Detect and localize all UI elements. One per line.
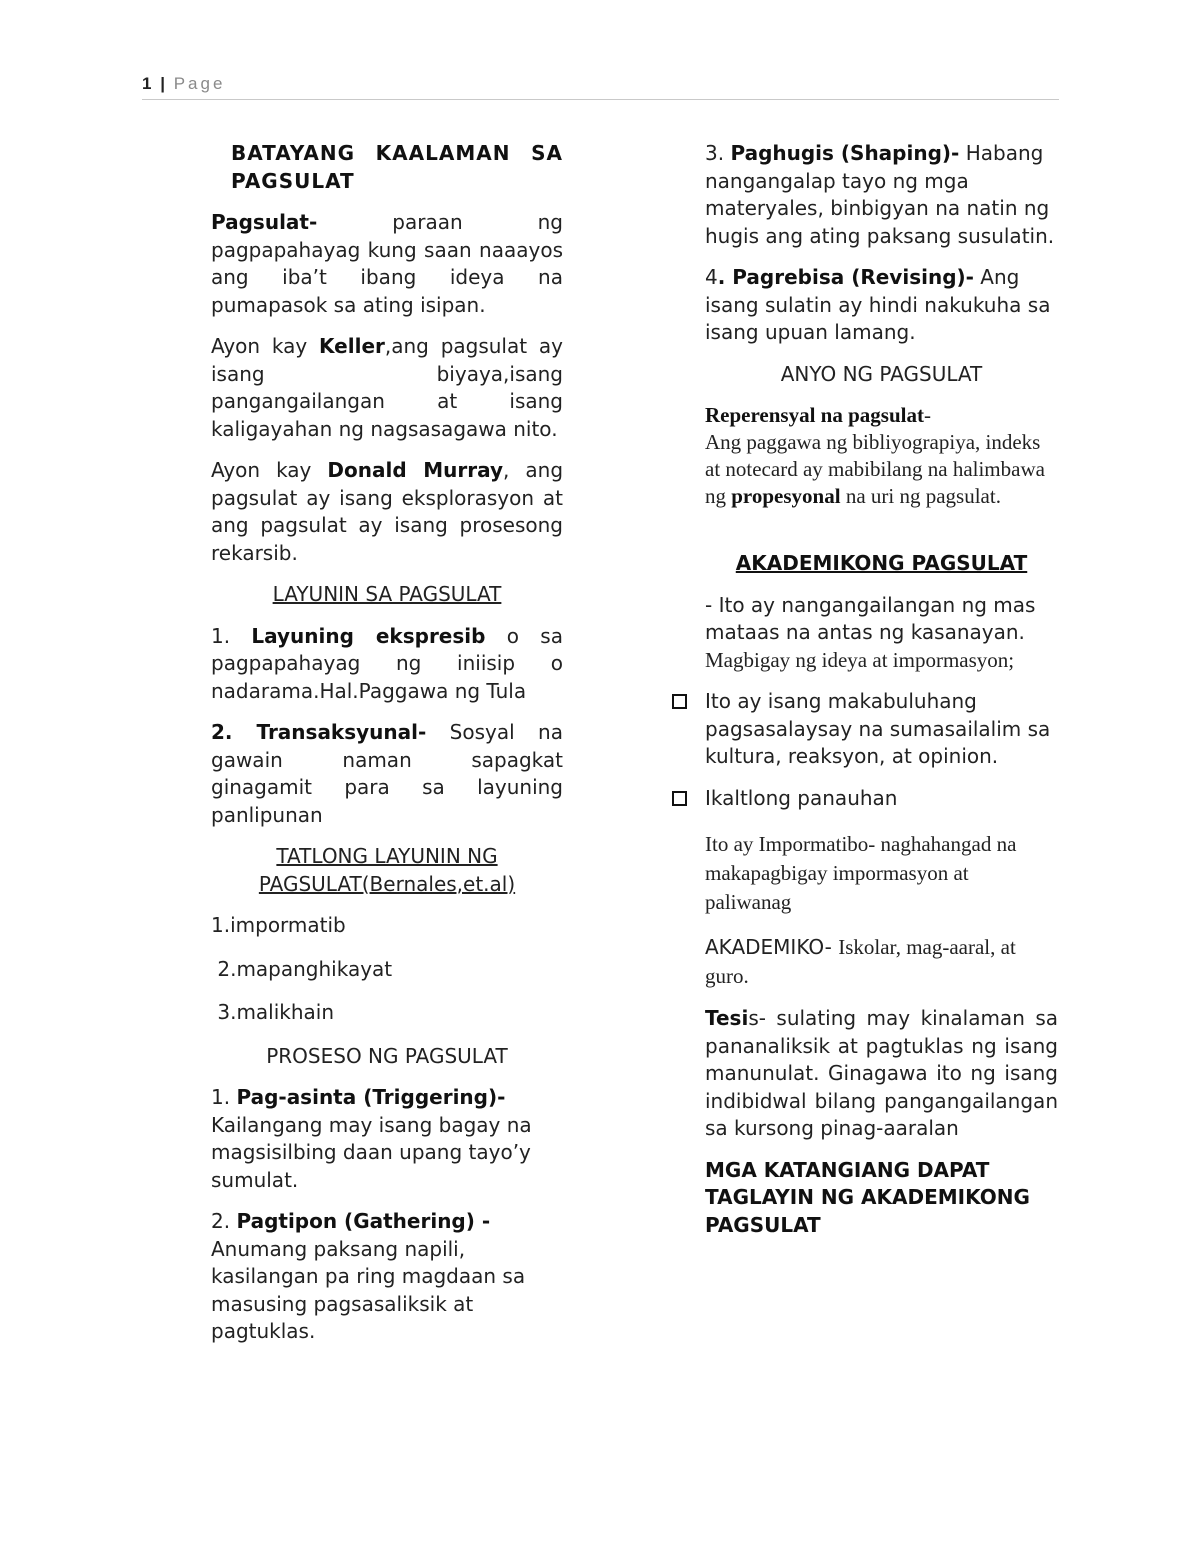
- bullet-item-1: Ito ay isang makabuluhang pagsasalaysay na sumasailalim sa kultura, reaksyon, at opinion.: [705, 688, 1058, 771]
- tatlong-layunin-heading: TATLONG LAYUNIN NG PAGSULAT(Bernales,et.al): [258, 844, 516, 896]
- layunin-heading: LAYUNIN SA PAGSULAT: [272, 582, 502, 606]
- tatlong-item-3: 3.malikhain: [211, 1000, 335, 1024]
- murray-paragraph: Ayon kay Donald Murray, ang pagsulat ay isang eksplorasyon at ang pagsulat ay isang prosesong rekarsib.: [211, 458, 564, 565]
- page-header: [142, 74, 1059, 100]
- proseso-heading: PROSESO NG PAGSULAT: [266, 1043, 508, 1068]
- page-number: 1: [142, 74, 152, 93]
- keller-paragraph: Ayon kay Keller,ang pagsulat ay isang biyaya,isang pangangailangan at isang kaligayahan ng nagsasagawa nito.: [211, 334, 563, 441]
- tatlong-item-2: 2.mapanghikayat: [211, 956, 393, 981]
- bullet-item-2: Ikaltlong panauhan: [705, 785, 1058, 813]
- checkbox-bullet-icon: [672, 694, 687, 709]
- page-word: Page: [173, 74, 226, 93]
- left-column: [211, 140, 563, 1360]
- definition-paragraph: Pagsulat- paraan ng pagpapahayag kung saan naaayos ang iba’t ibang ideya na pumapasok sa ating isipan.: [211, 210, 563, 317]
- layunin-item-1: 1. Layuning ekspresib o sa pagpapahayag ng iniisip o nadarama.Hal.Paggawa ng Tula: [211, 623, 563, 703]
- akademiko-paragraph: AKADEMIKO- Iskolar, mag-aaral, at guro.: [705, 935, 1016, 988]
- document-title: BATAYANG KAALAMAN SA PAGSULAT: [231, 141, 563, 193]
- proseso-step-4: 4. Pagrebisa (Revising)- Ang isang sulatin ay hindi nakukuha sa isang upuan lamang.: [705, 265, 1051, 344]
- impormatibo-paragraph: Ito ay Impormatibo- naghahangad na makapagbigay impormasyon at paliwanag: [705, 832, 1017, 914]
- proseso-step-1: 1. Pag-asinta (Triggering)- Kailangang may isang bagay na magsisilbing daan upang tayo’y sumulat.: [211, 1085, 532, 1192]
- reperensyal-paragraph: Reperensyal na pagsulat- Ang paggawa ng bibliyograpiya, indeks at notecard ay mabibilang na halimbawa ng propesyonal na uri ng pagsulat.: [705, 403, 1045, 508]
- tatlong-item-1: 1.impormatib: [211, 913, 346, 937]
- anyo-heading: ANYO NG PAGSULAT: [780, 361, 983, 386]
- akademikong-heading: AKADEMIKONG PAGSULAT: [735, 551, 1028, 575]
- header-separator: |: [160, 74, 165, 93]
- katangian-heading: MGA KATANGIANG DAPAT TAGLAYIN NG AKADEMIKONG PAGSULAT: [705, 1157, 1030, 1237]
- right-column: [705, 140, 1058, 1253]
- akademikong-description: - Ito ay nangangailangan ng mas mataas na antas ng kasanayan. Magbigay ng ideya at impormasyon;: [705, 592, 1036, 672]
- proseso-step-3: 3. Paghugis (Shaping)- Habang nangangalap tayo ng mga materyales, binbigyan na natin ng hugis ang ating paksang susulatin.: [705, 141, 1055, 248]
- tesis-paragraph: Tesis- sulating may kinalaman sa pananaliksik at pagtuklas ng isang manunulat. Ginagawa ito ng isang indibidwal bilang pangangailangan sa kursong pinag-aaralan: [705, 1006, 1058, 1140]
- proseso-step-2: 2. Pagtipon (Gathering) -Anumang paksang napili, kasilangan pa ring magdaan sa masusing pagsasaliksik at pagtuklas.: [211, 1209, 526, 1343]
- checkbox-bullet-icon: [672, 791, 687, 806]
- layunin-item-2: 2. Transaksyunal- Sosyal na gawain naman sapagkat ginagamit para sa layuning panlipunan: [211, 720, 563, 827]
